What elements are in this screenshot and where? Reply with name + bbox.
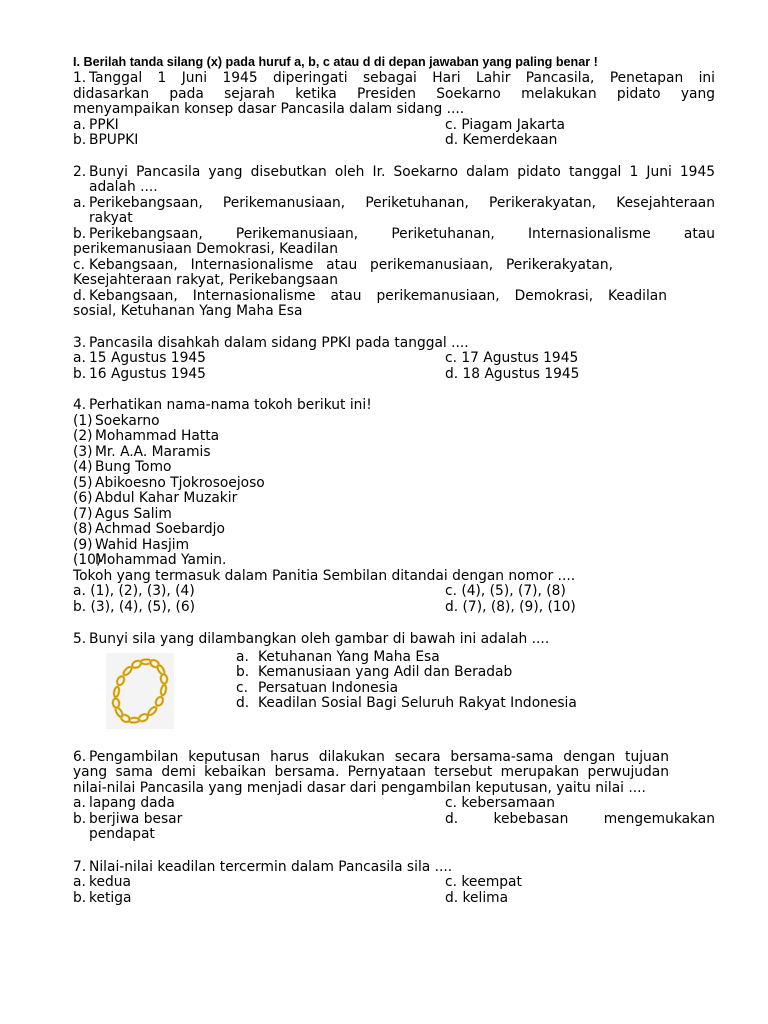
gold-chain-svg [106, 653, 174, 729]
question-4 [73, 398, 715, 615]
q4-stem: 4. Perhatikan nama-nama tokoh berikut ini! [73, 397, 372, 413]
q2-option-d-cont: sosial, Ketuhanan Yang Maha Esa [73, 303, 303, 319]
q2-option-d[interactable]: d. Kebangsaan, Internasionalisme atau perikemanusiaan, Demokrasi, Keadilan [73, 288, 667, 304]
q4-option-c[interactable]: c. (4), (5), (7), (8) [445, 583, 566, 599]
q3-stem: 3. Pancasila disahkah dalam sidang PPKI pada tanggal .... [73, 334, 469, 351]
q1-stem-line-3: menyampaikan konsep dasar Pancasila dalam sidang .... [73, 101, 465, 117]
q7-option-row-1: a. kedua c. keempat [73, 874, 522, 890]
q1-option-b[interactable]: BPUPKI [89, 132, 139, 148]
q4-question: Tokoh yang termasuk dalam Panitia Sembilan ditandai dengan nomor .... [73, 567, 576, 584]
q4-name-item: (6) Abdul Kahar Muzakir [73, 490, 238, 506]
q4-option-b[interactable]: b. (3), (4), (5), (6) [73, 598, 196, 615]
q6-option-d[interactable]: d. kebebasan mengemukakan [445, 811, 715, 827]
q2-option-b[interactable]: b. Perikebangsaan, Perikemanusiaan, Periketuhanan, Internasionalisme atau [73, 225, 715, 242]
q4-option-row-2 [73, 600, 715, 616]
q4-name-item: (7) Agus Salim [73, 505, 172, 522]
question-5 [73, 632, 715, 730]
question-2 [73, 165, 715, 320]
q6-stem-line-2: yang sama demi kebaikan bersama. Pernyataan tersebut merupakan perwujudan [73, 764, 669, 780]
q4-name-item: (3) Mr. A.A. Maramis [73, 443, 211, 460]
q4-name-item: (2) Mohammad Hatta [73, 428, 220, 444]
q3-option-c[interactable]: c. 17 Agustus 1945 [445, 350, 579, 366]
q7-option-d[interactable]: d. kelima [445, 889, 509, 906]
q1-option-c[interactable]: c. Piagam Jakarta [445, 116, 565, 133]
q6-option-a[interactable]: lapang dada [89, 795, 175, 811]
q3-option-row-2: b. 16 Agustus 1945 d. 18 Agustus 1945 [73, 365, 580, 382]
q7-option-a[interactable]: kedua [89, 874, 131, 890]
q6-stem-line-3: nilai-nilai Pancasila yang menjadi dasar dari pengambilan keputusan, yaitu nilai .... [73, 779, 646, 796]
q4-name-item: (1) Soekarno [73, 412, 160, 429]
q4-name-item: (8) Achmad Soebardjo [73, 521, 225, 537]
q2-stem-line-1: 2. Bunyi Pancasila yang disebutkan oleh Ir. Soekarno dalam pidato tanggal 1 Juni 1945 [73, 163, 715, 180]
section-heading: I. Berilah tanda silang (x) pada huruf a, b, c atau d di depan jawaban yang paling benar ! [73, 55, 598, 69]
q2-stem-line-2: adalah .... [89, 179, 158, 195]
question-7 [73, 860, 715, 907]
q5-stem: 5. Bunyi sila yang dilambangkan oleh gambar di bawah ini adalah .... [73, 631, 550, 647]
q4-name-item: (5) Abikoesno Tjokrosoejoso [73, 474, 265, 491]
question-6 [73, 750, 715, 843]
q4-option-d[interactable]: d. (7), (8), (9), (10) [445, 598, 576, 615]
q6-option-d-cont: pendapat [89, 826, 155, 842]
q2-option-a[interactable]: a. Perikebangsaan, Perikemanusiaan, Periketuhanan, Perikerakyatan, Kesejahteraan [73, 194, 715, 211]
q5-option-c[interactable]: c. Persatuan Indonesia [236, 679, 399, 696]
q6-option-b[interactable]: berjiwa besar [89, 810, 183, 827]
q1-stem-line-1: 1. Tanggal 1 Juni 1945 diperingati sebagai Hari Lahir Pancasila, Penetapan ini [73, 70, 715, 86]
q1-option-d[interactable]: d. Kemerdekaan [445, 132, 558, 148]
q7-option-c[interactable]: c. keempat [445, 874, 522, 890]
q6-option-row-1: a. lapang dada c. kebersamaan [73, 795, 555, 811]
q2-option-a-cont: rakyat [89, 210, 133, 226]
q5-options [236, 650, 577, 712]
q4-name-item: (9) Wahid Hasjim [73, 536, 190, 553]
q6-stem-line-1: 6. Pengambilan keputusan harus dilakukan secara bersama-sama dengan tujuan [73, 748, 669, 765]
q1-stem-line-2: didasarkan pada sejarah ketika Presiden Soekarno melakukan pidato yang [73, 85, 715, 102]
q5-option-d[interactable]: d. Keadilan Sosial Bagi Seluruh Rakyat Indonesia [236, 695, 577, 711]
q4-option-row-1 [73, 584, 715, 600]
q1-option-row-2: b. BPUPKI d. Kemerdekaan [73, 132, 558, 148]
q6-option-c[interactable]: c. kebersamaan [445, 795, 555, 811]
gold-chain-icon [106, 653, 174, 729]
q5-option-b[interactable]: b. Kemanusiaan yang Adil dan Beradab [236, 664, 513, 680]
q5-option-a[interactable]: a. Ketuhanan Yang Maha Esa [236, 648, 440, 665]
q7-option-row-2: b. ketiga d. kelima [73, 889, 509, 906]
q4-option-a[interactable]: a. (1), (2), (3), (4) [73, 583, 195, 599]
q1-option-a[interactable]: PPKI [89, 116, 119, 133]
q3-option-d[interactable]: d. 18 Agustus 1945 [445, 365, 580, 382]
q4-name-item: (4) Bung Tomo [73, 459, 172, 475]
q7-stem: 7. Nilai-nilai keadilan tercermin dalam Pancasila sila .... [73, 858, 453, 875]
q2-option-c[interactable]: c. Kebangsaan, Internasionalisme atau perikemanusiaan, Perikerakyatan, [73, 257, 613, 273]
question-1 [73, 71, 715, 149]
q1-option-row-1: a. PPKI c. Piagam Jakarta [73, 116, 565, 133]
q2-option-c-cont: Kesejahteraan rakyat, Perikebangsaan [73, 272, 338, 288]
q6-option-row-2: b. berjiwa besar d. kebebasan mengemukakan [73, 810, 715, 827]
q4-name-item: (10)Mohammad Yamin. [73, 552, 227, 568]
q4-name-list [73, 414, 715, 569]
q3-option-a[interactable]: 15 Agustus 1945 [89, 350, 206, 366]
q2-option-b-cont: perikemanusiaan Demokrasi, Keadilan [73, 241, 339, 257]
worksheet-page [73, 54, 715, 906]
q3-option-row-1: a. 15 Agustus 1945 c. 17 Agustus 1945 [73, 350, 579, 366]
q3-option-b[interactable]: 16 Agustus 1945 [89, 365, 206, 382]
question-3 [73, 336, 715, 383]
q7-option-b[interactable]: ketiga [89, 889, 132, 906]
